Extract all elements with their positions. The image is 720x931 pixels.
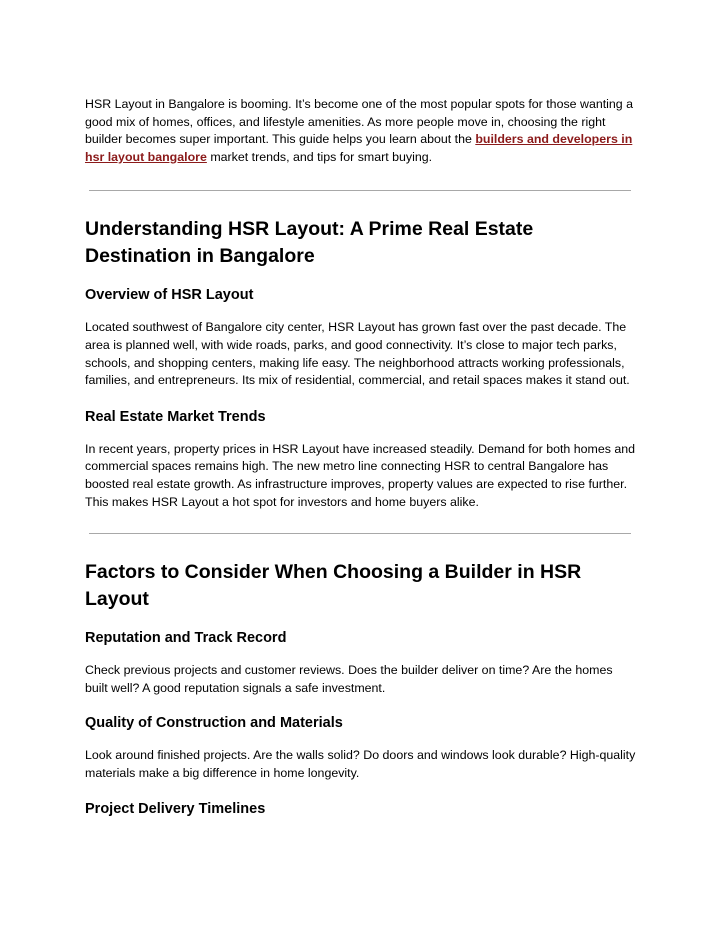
section1-sub2-body: In recent years, property prices in HSR Layout have increased steadily. Demand for both homes and commercial spaces remains high. The new metro line connecting HSR to central Bangalore has boosted real estate growth. As infrastructure improves, property values are expected to rise further. This makes HSR Layout a hot spot for investors and home buyers alike. bbox=[85, 441, 636, 509]
horizontal-rule bbox=[89, 190, 631, 191]
section1-sub1-heading: Overview of HSR Layout bbox=[85, 287, 254, 304]
section1-sub2-heading: Real Estate Market Trends bbox=[85, 408, 266, 425]
intro-text-before: HSR Layout in Bangalore is booming. It’s become one of the most popular spots for those wanting a good mix of homes, offices, and lifestyle amenities. As more people move in, choosing the right builder becomes super important. This guide helps you learn about the bbox=[85, 97, 634, 147]
section2-sub1-body: Check previous projects and customer reviews. Does the builder deliver on time? Are the homes built well? A good reputation signals a safe investment. bbox=[85, 663, 613, 695]
builders-link[interactable]: builders and developers in hsr layout bangalore bbox=[85, 132, 633, 164]
section2-sub2-body: Look around finished projects. Are the walls solid? Do doors and windows look durable? High-quality materials make a big difference in home longevity. bbox=[85, 748, 636, 780]
section1-sub1-body: Located southwest of Bangalore city center, HSR Layout has grown fast over the past decade. The area is planned well, with wide roads, parks, and good connectivity. It’s close to major tech parks, schools, and shopping centers, making life easy. The neighborhood attracts working professionals, families, and entrepreneurs. Its mix of residential, commercial, and retail spaces makes it stand out. bbox=[85, 320, 630, 388]
section2-sub2-heading: Quality of Construction and Materials bbox=[85, 715, 343, 732]
section2-title: Factors to Consider When Choosing a Builder in HSR Layout bbox=[85, 561, 582, 611]
section2-sub1-heading: Reputation and Track Record bbox=[85, 630, 287, 647]
intro-paragraph bbox=[85, 96, 637, 166]
intro-text-after: market trends, and tips for smart buying. bbox=[206, 149, 433, 164]
section2-sub3-heading: Project Delivery Timelines bbox=[85, 800, 266, 817]
section1-title: Understanding HSR Layout: A Prime Real Estate Destination in Bangalore bbox=[85, 218, 534, 268]
document-content bbox=[85, 96, 637, 818]
horizontal-rule bbox=[89, 533, 631, 534]
